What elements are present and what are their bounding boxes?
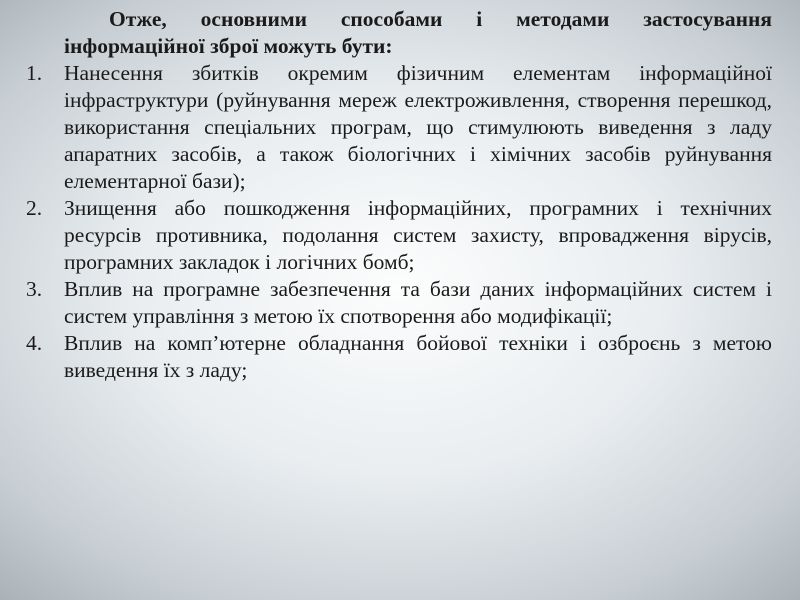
list-item-text: Нанесення збитків окремим фізичним елементам інформаційної інфраструктури (руйнування мереж електроживлення, створення перешкод, використання спеціальних програм, що стимулюють виведення з ладу апаратних засобів, а також біологічних і хімічних засобів руйнування елементарної бази); xyxy=(64,61,772,193)
list-item-number: 1. xyxy=(26,61,43,85)
list-item xyxy=(26,195,772,276)
list-item-text: Вплив на програмне забезпечення та бази даних інформаційних систем і систем управління з метою їх спотворення або модифікації; xyxy=(64,277,772,328)
list-item xyxy=(26,276,772,330)
list-item-text: Вплив на комп’ютерне обладнання бойової техніки і озброєнь з метою виведення їх з ладу; xyxy=(64,331,772,382)
list-item-text: Знищення або пошкодження інформаційних, програмних і технічних ресурсів противника, подолання систем захисту, впровадження вірусів, програмних закладок і логічних бомб; xyxy=(64,196,772,274)
list-item-number: 2. xyxy=(26,196,43,220)
list-item xyxy=(26,330,772,384)
list-item-number: 4. xyxy=(26,331,43,355)
list-item xyxy=(26,60,772,195)
intro-heading: Отже, основними способами і методами застосування інформаційної зброї можуть бути: xyxy=(64,7,772,58)
methods-list xyxy=(26,60,772,384)
list-item-number: 3. xyxy=(26,277,43,301)
